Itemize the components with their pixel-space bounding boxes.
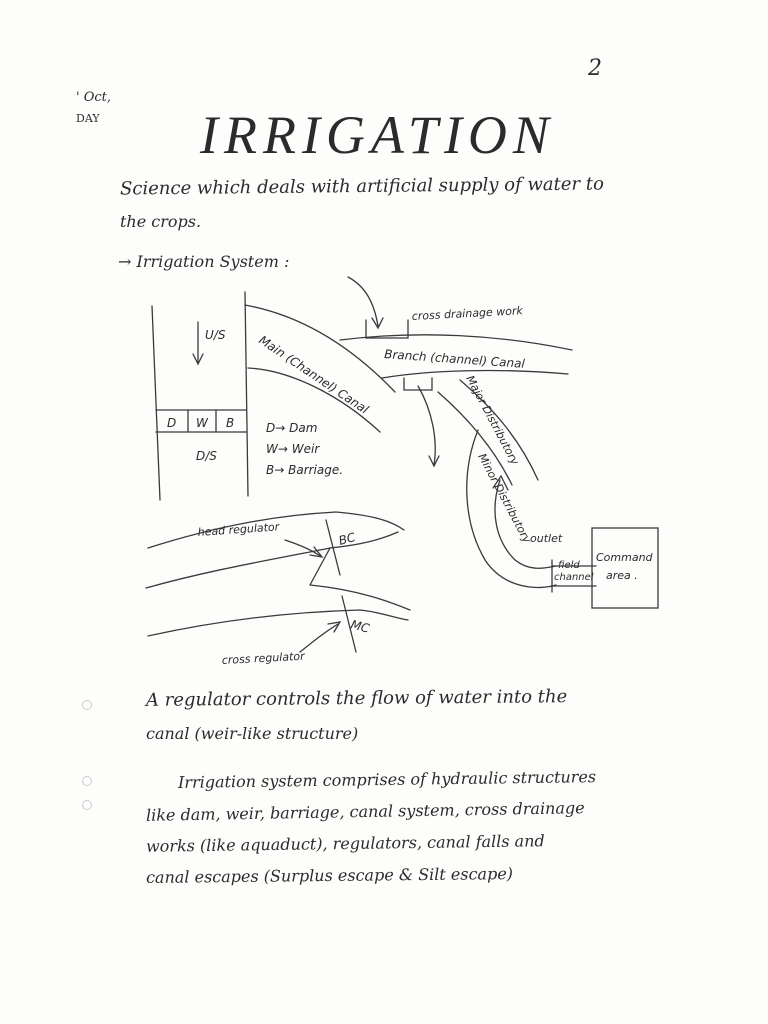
legend-b: B→ Barriage. — [266, 463, 344, 477]
dam-b-label: B — [226, 416, 235, 430]
dam-w-label: W — [196, 416, 208, 430]
field-channel-label-1: field — [558, 560, 580, 571]
margin-date: ' Oct, — [76, 90, 112, 105]
page-number: 2 — [588, 56, 602, 81]
command-area-label-1: Command — [596, 551, 653, 564]
dam-d-label: D — [167, 416, 177, 430]
mc-label: MC — [349, 617, 371, 636]
ds-label: D/S — [196, 449, 217, 463]
page-title: IRRIGATION — [200, 105, 555, 165]
major-distributory-label: Major Distributory — [463, 373, 522, 468]
field-channel-label-2: channel — [554, 572, 594, 583]
binding-hole — [82, 700, 92, 710]
section-heading: → Irrigation System : — [118, 252, 290, 271]
margin-day: DAY — [76, 112, 100, 125]
paragraph-line-3: works (like aquaduct), regulators, canal falls and — [145, 831, 545, 856]
paragraph-line-2: like dam, weir, barriage, canal system, cross drainage — [145, 798, 585, 825]
main-canal-label: Main (Channel) Canal — [256, 332, 372, 417]
outlet-label: outlet — [530, 532, 563, 545]
cross-drainage-label: cross drainage work — [411, 304, 524, 323]
minor-distributory-label: Minor Distributory — [475, 451, 534, 546]
definition-line-1: Science which deals with artificial supply of water to — [119, 173, 605, 200]
us-label: U/S — [205, 328, 226, 342]
paragraph-line-4: canal escapes (Surplus escape & Silt escape) — [145, 864, 514, 887]
regulator-note-line-1: A regulator controls the flow of water into the — [145, 686, 568, 711]
cross-regulator-label: cross regulator — [221, 649, 305, 667]
regulator-note-line-2: canal (weir-like structure) — [146, 724, 359, 743]
paragraph-line-1: Irrigation system comprises of hydraulic structures — [177, 767, 597, 792]
branch-canal-label: Branch (channel) Canal — [383, 347, 526, 371]
binding-hole — [82, 800, 92, 810]
legend-w: W→ Weir — [266, 442, 320, 456]
head-regulator-label: head regulator — [197, 520, 280, 539]
definition-line-2: the crops. — [120, 212, 202, 231]
binding-hole — [82, 776, 92, 786]
bc-label: BC — [337, 530, 357, 548]
legend-d: D→ Dam — [266, 421, 318, 435]
command-area-label-2: area . — [606, 569, 638, 582]
